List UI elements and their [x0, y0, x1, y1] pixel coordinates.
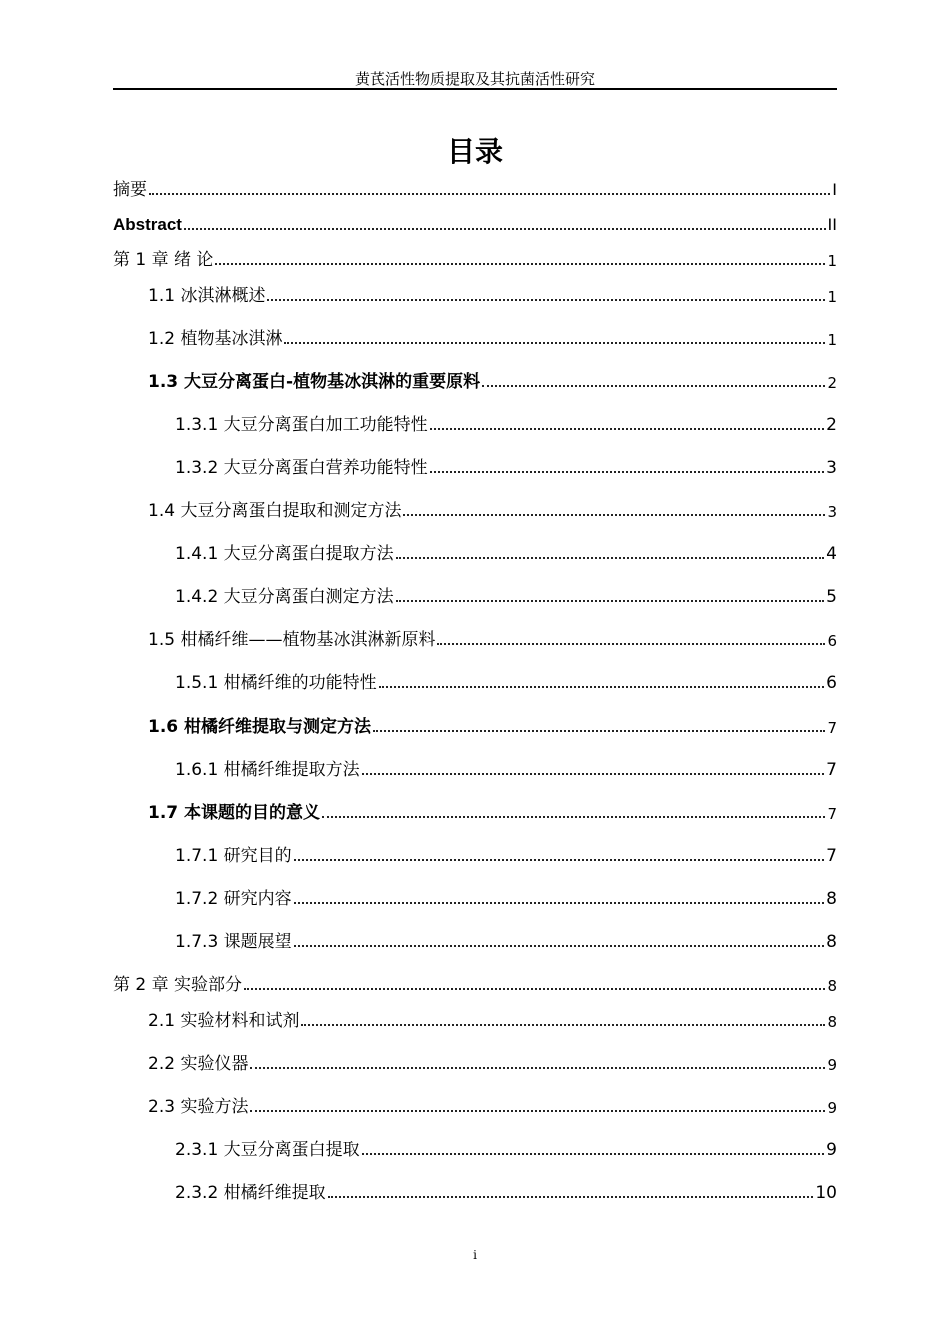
- toc-entry-page: 4: [826, 544, 837, 564]
- toc-entry-label: 1.4.2 大豆分离蛋白测定方法: [175, 587, 394, 607]
- leader-dots: [244, 988, 825, 990]
- toc-entry-1-3-2[interactable]: [113, 448, 837, 478]
- leader-dots: [362, 1153, 825, 1155]
- toc-entry-page: 7: [827, 805, 837, 823]
- leader-dots: [267, 299, 825, 301]
- toc-entry-chapter-2[interactable]: [113, 965, 837, 995]
- toc-entry-page: 3: [826, 458, 837, 478]
- toc-entry-page: 10: [815, 1183, 837, 1203]
- toc-entry-label: 1.7.3 课题展望: [175, 932, 292, 952]
- leader-dots: [362, 773, 825, 775]
- toc-entry-label: 1.7 本课题的目的意义: [148, 803, 321, 823]
- leader-dots: [294, 902, 825, 904]
- toc-entry-chapter-1[interactable]: [113, 240, 837, 270]
- leader-dots: [149, 193, 830, 195]
- toc-entry-1-4[interactable]: [113, 491, 837, 521]
- toc-entry-label: 2.2 实验仪器: [148, 1054, 249, 1074]
- toc-entry-1-6[interactable]: [113, 707, 837, 737]
- header-rule: [113, 88, 837, 90]
- page-number: i: [473, 1248, 477, 1262]
- toc-entry-1-5-1[interactable]: [113, 663, 837, 693]
- leader-dots: [284, 342, 825, 344]
- toc-entry-1-3-1[interactable]: [113, 405, 837, 435]
- toc-entry-label: 1.3 大豆分离蛋白-植物基冰淇淋的重要原料: [148, 372, 481, 392]
- toc-entry-1-4-1[interactable]: [113, 534, 837, 564]
- toc-entry-1-7-2[interactable]: [113, 879, 837, 909]
- toc-entry-1-3[interactable]: [113, 362, 837, 392]
- toc-entry-label: 1.7.1 研究目的: [175, 846, 292, 866]
- leader-dots: [328, 1196, 814, 1198]
- leader-dots: [184, 228, 826, 230]
- toc-entry-abstract-en[interactable]: [113, 205, 837, 235]
- leader-dots: [250, 1067, 825, 1069]
- leader-dots: [215, 263, 825, 265]
- toc-entry-page: 6: [827, 632, 837, 650]
- toc-entry-label: 1.2 植物基冰淇淋: [148, 329, 283, 349]
- leader-dots: [379, 686, 825, 688]
- leader-dots: [250, 1110, 825, 1112]
- toc-entry-page: 1: [827, 288, 837, 306]
- toc-entry-page: 8: [826, 932, 837, 952]
- toc-entry-1-7[interactable]: [113, 793, 837, 823]
- toc-entry-page: 1: [827, 331, 837, 349]
- toc-entry-label: 摘要: [113, 180, 147, 200]
- leader-dots: [482, 385, 825, 387]
- toc-entry-page: 7: [826, 760, 837, 780]
- toc-entry-page: 8: [826, 889, 837, 909]
- toc-entry-label: 1.3.1 大豆分离蛋白加工功能特性: [175, 415, 428, 435]
- toc-entry-page: 7: [827, 719, 837, 737]
- leader-dots: [430, 428, 825, 430]
- toc-entry-2-3-2[interactable]: [113, 1173, 837, 1203]
- toc-entry-page: 1: [827, 252, 837, 270]
- toc-entry-1-5[interactable]: [113, 620, 837, 650]
- toc-entry-label: 2.1 实验材料和试剂: [148, 1011, 300, 1031]
- toc-entry-label: 1.7.2 研究内容: [175, 889, 292, 909]
- toc-entry-2-1[interactable]: [113, 1001, 837, 1031]
- toc-entry-1-7-1[interactable]: [113, 836, 837, 866]
- toc-entry-page: 2: [827, 374, 837, 392]
- toc-entry-label: 1.3.2 大豆分离蛋白营养功能特性: [175, 458, 428, 478]
- toc-entry-page: 6: [826, 673, 837, 693]
- toc-entry-page: 9: [826, 1140, 837, 1160]
- toc-entry-1-7-3[interactable]: [113, 922, 837, 952]
- leader-dots: [403, 514, 825, 516]
- toc-entry-label: 1.4.1 大豆分离蛋白提取方法: [175, 544, 394, 564]
- toc-entry-label: 1.1 冰淇淋概述: [148, 286, 266, 306]
- toc-entry-page: 7: [826, 846, 837, 866]
- leader-dots: [294, 859, 825, 861]
- leader-dots: [430, 471, 825, 473]
- toc-entry-2-2[interactable]: [113, 1044, 837, 1074]
- toc-entry-page: 3: [827, 503, 837, 521]
- toc-entry-label: 1.5.1 柑橘纤维的功能特性: [175, 673, 377, 693]
- toc-title: 目录: [446, 135, 503, 168]
- leader-dots: [373, 730, 825, 732]
- toc-entry-page: II: [827, 215, 837, 234]
- toc-entry-page: 5: [826, 587, 837, 607]
- toc-entry-page: 8: [827, 1013, 837, 1031]
- leader-dots: [396, 600, 825, 602]
- toc-entry-label: 1.6 柑橘纤维提取与测定方法: [148, 717, 372, 737]
- toc-entry-label: 1.4 大豆分离蛋白提取和测定方法: [148, 501, 402, 521]
- toc-entry-2-3-1[interactable]: [113, 1130, 837, 1160]
- toc-entry-label: 第 2 章 实验部分: [113, 975, 243, 995]
- leader-dots: [294, 945, 825, 947]
- toc-entry-page: 9: [827, 1056, 837, 1074]
- leader-dots: [396, 557, 825, 559]
- toc-entry-abstract-cn[interactable]: [113, 170, 837, 200]
- leader-dots: [301, 1024, 825, 1026]
- toc-entry-1-6-1[interactable]: [113, 750, 837, 780]
- toc-entry-page: 8: [827, 977, 837, 995]
- toc-entry-1-1[interactable]: [113, 276, 837, 306]
- toc-entry-page: 9: [827, 1099, 837, 1117]
- toc-entry-label: 2.3.2 柑橘纤维提取: [175, 1183, 326, 1203]
- toc-entry-label: 第 1 章 绪 论: [113, 250, 214, 270]
- toc-entry-label: 2.3 实验方法: [148, 1097, 249, 1117]
- toc-entry-label: 1.5 柑橘纤维——植物基冰淇淋新原料: [148, 630, 436, 650]
- leader-dots: [322, 816, 825, 818]
- toc-entry-page: 2: [826, 415, 837, 435]
- toc-entry-label: Abstract: [113, 215, 182, 234]
- toc-entry-1-4-2[interactable]: [113, 577, 837, 607]
- toc-entry-page: I: [832, 180, 837, 199]
- toc-entry-label: 1.6.1 柑橘纤维提取方法: [175, 760, 360, 780]
- running-header: 黄芪活性物质提取及其抗菌活性研究: [354, 70, 595, 88]
- toc-entry-1-2[interactable]: [113, 319, 837, 349]
- toc-entry-label: 2.3.1 大豆分离蛋白提取: [175, 1140, 360, 1160]
- leader-dots: [437, 643, 825, 645]
- toc-entry-2-3[interactable]: [113, 1087, 837, 1117]
